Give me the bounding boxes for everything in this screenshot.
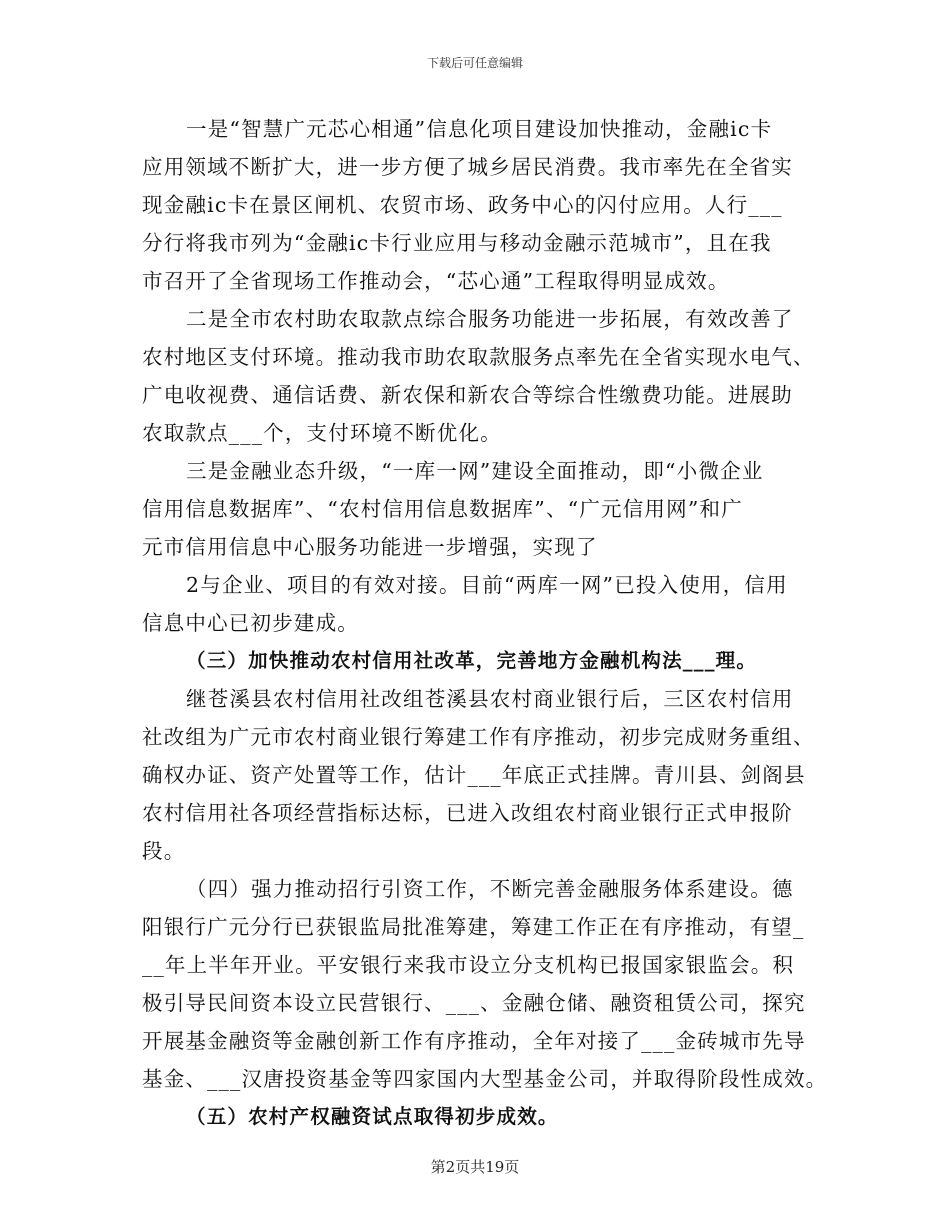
paragraph-line: __年上半年开业。平安银行来我市设立分支机构已报国家银监会。积: [142, 953, 795, 977]
paragraph-line: 极引导民间资本设立民营银行、___、金融仓储、融资租赁公司，探究: [142, 991, 806, 1015]
paragraph-line: 阳银行广元分行已获银监局批准筹建，筹建工作正在有序推动，有望_: [142, 915, 805, 939]
paragraph-line: 二是全市农村助农取款点综合服务功能进一步拓展，有效改善了: [186, 307, 794, 331]
page-header: 下载后可任意编辑: [426, 56, 523, 70]
paragraph-line: 2与企业、项目的有效对接。目前“两库一网”已投入使用，信用: [186, 573, 788, 597]
paragraph-line: 现金融ic卡在景区闸机、农贸市场、政务中心的闪付应用。人行___: [142, 193, 783, 217]
section-heading: （三）加快推动农村信用社改革，完善地方金融机构法___理。: [186, 649, 758, 672]
section-heading: （五）农村产权融资试点取得初步成效。: [186, 1105, 559, 1128]
paragraph-line: 广电收视费、通信话费、新农保和新农合等综合性缴费功能。进展助: [142, 383, 793, 407]
paragraph-line: 市召开了全省现场工作推动会，“芯心通”工程取得明显成效。: [142, 269, 730, 293]
paragraph-line: 确权办证、资产处置等工作，估计___年底正式挂牌。青川县、剑阁县: [142, 763, 806, 787]
paragraph-line: 基金、___汉唐投资基金等四家国内大型基金公司，并取得阶段性成效。: [142, 1067, 828, 1091]
page-number: 第2页共19页: [430, 1158, 520, 1176]
paragraph-line: 农村地区支付环境。推动我市助农取款服务点率先在全省实现水电气、: [142, 345, 815, 369]
paragraph-line: 三是金融业态升级，“一库一网”建设全面推动，即“小微企业: [186, 459, 764, 483]
paragraph-line: 社改组为广元市农村商业银行筹建工作有序推动，初步完成财务重组、: [142, 725, 815, 749]
paragraph-line: 元市信用信息中心服务功能进一步增强，实现了: [142, 535, 598, 559]
paragraph-line: 继苍溪县农村信用社改组苍溪县农村商业银行后，三区农村信用: [186, 687, 794, 711]
paragraph-line: 信用信息数据库”、“农村信用信息数据库”、“广元信用网”和广: [142, 497, 743, 521]
paragraph-line: （四）强力推动招行引资工作，不断完善金融服务体系建设。德: [186, 877, 794, 901]
paragraph-line: 信息中心已初步建成。: [142, 611, 359, 635]
paragraph-line: 分行将我市列为“金融ic卡行业应用与移动金融示范城市”，且在我: [142, 231, 772, 255]
paragraph-line: 农取款点___个，支付环境不断优化。: [142, 421, 502, 445]
paragraph-line: 应用领域不断扩大，进一步方便了城乡居民消费。我市率先在全省实: [142, 155, 793, 179]
paragraph-line: 一是“智慧广元芯心相通”信息化项目建设加快推动，金融ic卡: [186, 117, 773, 141]
paragraph-line: 段。: [142, 839, 186, 863]
paragraph-line: 开展基金融资等金融创新工作有序推动，全年对接了___金砖城市先导: [142, 1029, 806, 1053]
paragraph-line: 农村信用社各项经营指标达标，已进入改组农村商业银行正式申报阶: [142, 801, 793, 825]
document-body: [142, 110, 828, 1136]
